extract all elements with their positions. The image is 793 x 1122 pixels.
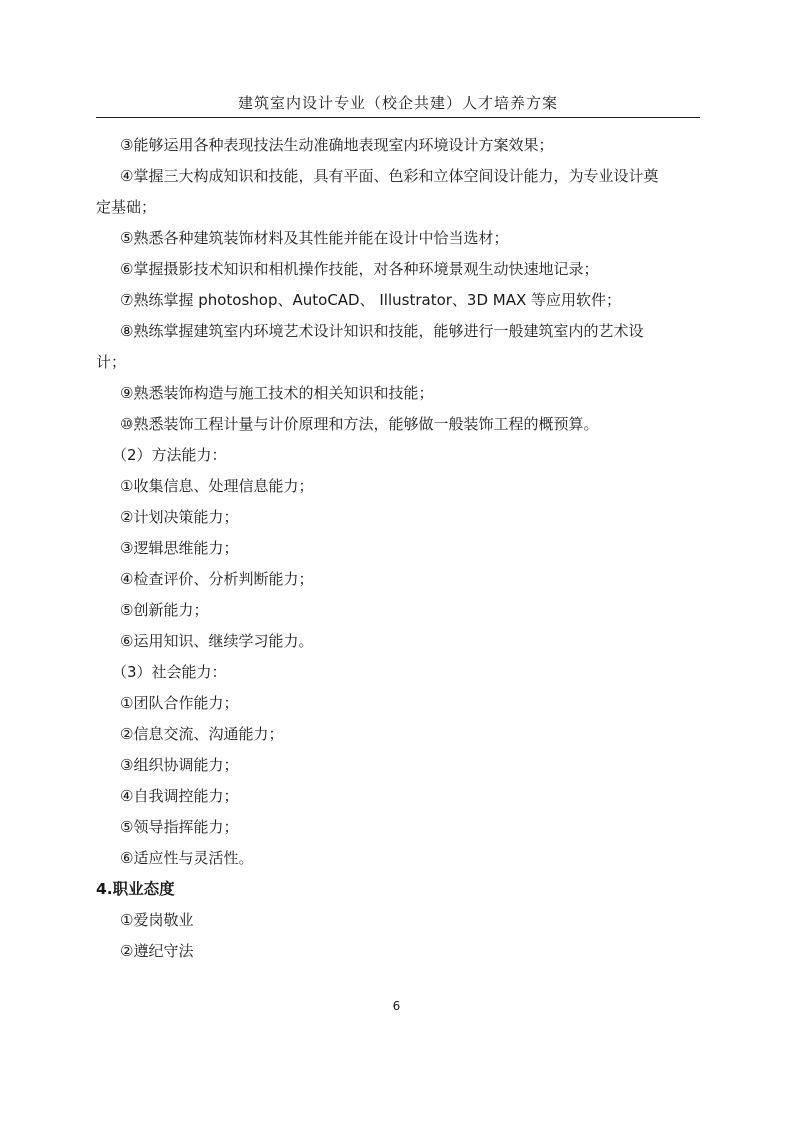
social-item: ②信息交流、沟通能力； (120, 725, 284, 743)
knowledge-item: ⑥掌握摄影技术知识和相机操作技能，对各种环境景观生动快速地记录； (120, 260, 599, 278)
page-header-title: 建筑室内设计专业（校企共建）人才培养方案 (237, 94, 558, 112)
section-title-attitude: 4.职业态度 (96, 880, 175, 898)
social-item: ③组织协调能力； (120, 756, 239, 774)
method-item: ③逻辑思维能力； (120, 539, 239, 557)
knowledge-item: ⑦熟练掌握 photoshop、AutoCAD、 Illustrator、3D MAX 等应用软件； (120, 291, 622, 309)
method-item: ①收集信息、处理信息能力； (120, 477, 314, 495)
social-item: ①团队合作能力； (120, 694, 239, 712)
section-title-method: （2）方法能力： (112, 446, 227, 464)
page-number: 6 (392, 999, 401, 1013)
knowledge-item: ⑧熟练掌握建筑室内环境艺术设计知识和技能，能够进行一般建筑室内的艺术设 (120, 322, 644, 340)
method-item: ②计划决策能力； (120, 508, 239, 526)
social-item: ④自我调控能力； (120, 787, 239, 805)
method-item: ⑥运用知识、继续学习能力。 (120, 632, 314, 650)
knowledge-item: ⑤熟悉各种建筑装饰材料及其性能并能在设计中恰当选材； (120, 229, 509, 247)
header-divider (96, 117, 700, 118)
attitude-item: ②遵纪守法 (120, 942, 194, 960)
social-item: ⑥适应性与灵活性。 (120, 849, 254, 867)
attitude-item: ①爱岗敬业 (120, 911, 194, 929)
section-title-social: （3）社会能力： (112, 663, 227, 681)
knowledge-item-continuation: 计； (96, 353, 127, 371)
knowledge-item: ③能够运用各种表现技法生动准确地表现室内环境设计方案效果； (120, 136, 554, 154)
social-item: ⑤领导指挥能力； (120, 818, 239, 836)
document-body (96, 130, 708, 967)
knowledge-item: ⑩熟悉装饰工程计量与计价原理和方法，能够做一般装饰工程的概预算。 (120, 415, 599, 433)
method-item: ⑤创新能力； (120, 601, 209, 619)
knowledge-item-continuation: 定基础； (96, 198, 157, 216)
knowledge-item: ④掌握三大构成知识和技能，具有平面、色彩和立体空间设计能力，为专业设计奠 (120, 167, 659, 185)
knowledge-item: ⑨熟悉装饰构造与施工技术的相关知识和技能； (120, 384, 434, 402)
method-item: ④检查评价、分析判断能力； (120, 570, 314, 588)
